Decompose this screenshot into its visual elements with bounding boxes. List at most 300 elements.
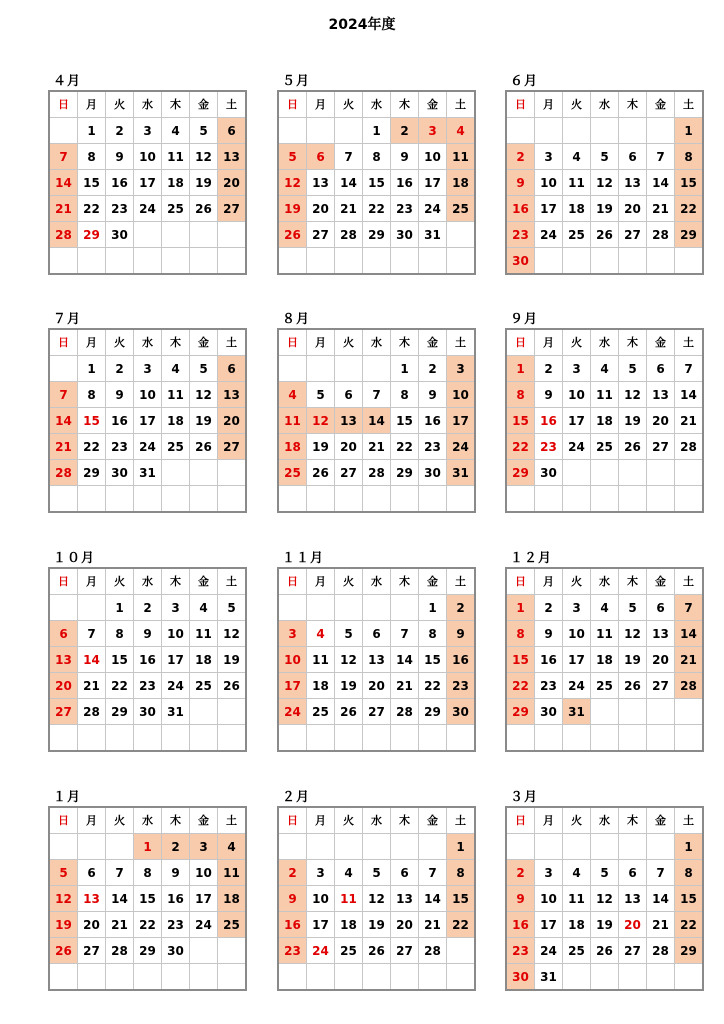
day-cell: 17 bbox=[278, 673, 307, 699]
empty-cell bbox=[78, 964, 106, 991]
day-cell: 14 bbox=[647, 886, 675, 912]
day-cell: 21 bbox=[647, 196, 675, 222]
day-cell: 3 bbox=[307, 860, 335, 886]
empty-cell bbox=[162, 964, 190, 991]
weekday-header: 日 bbox=[278, 329, 307, 356]
day-cell: 11 bbox=[307, 647, 335, 673]
weekday-header: 土 bbox=[447, 329, 476, 356]
week-row bbox=[278, 647, 475, 673]
day-cell: 14 bbox=[675, 382, 704, 408]
week-row bbox=[506, 382, 703, 408]
day-cell: 22 bbox=[134, 912, 162, 938]
day-cell: 19 bbox=[278, 196, 307, 222]
week-row bbox=[506, 699, 703, 725]
day-cell: 1 bbox=[391, 356, 419, 382]
day-cell: 24 bbox=[307, 938, 335, 964]
empty-cell bbox=[591, 725, 619, 752]
day-cell: 4 bbox=[591, 356, 619, 382]
weekday-header: 月 bbox=[535, 568, 563, 595]
day-cell: 22 bbox=[675, 196, 704, 222]
empty-cell bbox=[190, 699, 218, 725]
day-cell: 8 bbox=[506, 621, 535, 647]
day-cell: 12 bbox=[619, 382, 647, 408]
weekday-header: 火 bbox=[335, 807, 363, 834]
week-row bbox=[506, 196, 703, 222]
empty-cell bbox=[419, 834, 447, 860]
day-cell: 23 bbox=[535, 434, 563, 460]
empty-cell bbox=[49, 725, 78, 752]
day-cell: 3 bbox=[419, 118, 447, 144]
day-cell: 24 bbox=[563, 434, 591, 460]
week-row bbox=[49, 460, 246, 486]
day-cell: 12 bbox=[190, 382, 218, 408]
day-cell: 10 bbox=[535, 170, 563, 196]
empty-cell bbox=[218, 486, 247, 513]
day-cell: 26 bbox=[190, 434, 218, 460]
day-cell: 9 bbox=[535, 621, 563, 647]
day-cell: 6 bbox=[647, 356, 675, 382]
empty-cell bbox=[675, 964, 704, 991]
day-cell: 16 bbox=[278, 912, 307, 938]
weekday-header-row bbox=[49, 329, 246, 356]
day-cell: 17 bbox=[162, 647, 190, 673]
week-row bbox=[49, 699, 246, 725]
week-row bbox=[278, 408, 475, 434]
day-cell: 7 bbox=[675, 595, 704, 621]
weekday-header: 火 bbox=[335, 329, 363, 356]
weekday-header: 火 bbox=[335, 568, 363, 595]
day-cell: 11 bbox=[591, 382, 619, 408]
day-cell: 8 bbox=[675, 144, 704, 170]
empty-cell bbox=[278, 725, 307, 752]
weekday-header: 金 bbox=[419, 568, 447, 595]
month-label: ３月 bbox=[510, 790, 539, 805]
day-cell: 19 bbox=[190, 170, 218, 196]
day-cell: 21 bbox=[78, 673, 106, 699]
day-cell: 31 bbox=[447, 460, 476, 486]
day-cell: 22 bbox=[363, 196, 391, 222]
empty-cell bbox=[535, 118, 563, 144]
empty-cell bbox=[535, 725, 563, 752]
weekday-header: 木 bbox=[391, 91, 419, 118]
week-row bbox=[49, 595, 246, 621]
day-cell: 3 bbox=[190, 834, 218, 860]
day-cell: 27 bbox=[391, 938, 419, 964]
month-table bbox=[505, 806, 704, 991]
empty-cell bbox=[49, 356, 78, 382]
day-cell: 16 bbox=[106, 408, 134, 434]
empty-cell bbox=[162, 222, 190, 248]
day-cell: 9 bbox=[419, 382, 447, 408]
day-cell: 26 bbox=[591, 938, 619, 964]
day-cell: 28 bbox=[49, 222, 78, 248]
day-cell: 12 bbox=[591, 170, 619, 196]
day-cell: 1 bbox=[134, 834, 162, 860]
day-cell: 2 bbox=[134, 595, 162, 621]
week-row bbox=[49, 725, 246, 752]
week-row bbox=[278, 699, 475, 725]
day-cell: 26 bbox=[190, 196, 218, 222]
month-table bbox=[277, 90, 476, 275]
month-label: ２月 bbox=[282, 790, 311, 805]
empty-cell bbox=[190, 248, 218, 275]
day-cell: 19 bbox=[218, 647, 247, 673]
week-row bbox=[278, 382, 475, 408]
day-cell: 20 bbox=[647, 647, 675, 673]
weekday-header: 日 bbox=[278, 807, 307, 834]
month-label: ６月 bbox=[510, 74, 539, 89]
empty-cell bbox=[506, 486, 535, 513]
empty-cell bbox=[391, 486, 419, 513]
weekday-header: 月 bbox=[307, 568, 335, 595]
day-cell: 30 bbox=[535, 460, 563, 486]
week-row bbox=[49, 486, 246, 513]
day-cell: 6 bbox=[391, 860, 419, 886]
day-cell: 7 bbox=[49, 382, 78, 408]
day-cell: 25 bbox=[162, 434, 190, 460]
day-cell: 22 bbox=[506, 434, 535, 460]
empty-cell bbox=[563, 964, 591, 991]
weekday-header: 金 bbox=[190, 329, 218, 356]
month-label: ８月 bbox=[282, 312, 311, 327]
day-cell: 20 bbox=[218, 170, 247, 196]
weekday-header: 水 bbox=[591, 568, 619, 595]
day-cell: 29 bbox=[506, 699, 535, 725]
day-cell: 23 bbox=[535, 673, 563, 699]
day-cell: 22 bbox=[419, 673, 447, 699]
month-table bbox=[277, 567, 476, 752]
day-cell: 15 bbox=[675, 170, 704, 196]
day-cell: 18 bbox=[190, 647, 218, 673]
day-cell: 8 bbox=[447, 860, 476, 886]
day-cell: 31 bbox=[162, 699, 190, 725]
day-cell: 20 bbox=[647, 408, 675, 434]
day-cell: 14 bbox=[335, 170, 363, 196]
empty-cell bbox=[335, 725, 363, 752]
day-cell: 4 bbox=[591, 595, 619, 621]
day-cell: 14 bbox=[391, 647, 419, 673]
day-cell: 25 bbox=[591, 434, 619, 460]
empty-cell bbox=[162, 486, 190, 513]
day-cell: 28 bbox=[647, 938, 675, 964]
weekday-header: 火 bbox=[563, 807, 591, 834]
day-cell: 18 bbox=[307, 673, 335, 699]
day-cell: 19 bbox=[49, 912, 78, 938]
week-row bbox=[506, 356, 703, 382]
weekday-header: 月 bbox=[78, 807, 106, 834]
day-cell: 30 bbox=[134, 699, 162, 725]
day-cell: 13 bbox=[363, 647, 391, 673]
day-cell: 27 bbox=[647, 434, 675, 460]
day-cell: 15 bbox=[78, 170, 106, 196]
empty-cell bbox=[218, 699, 247, 725]
empty-cell bbox=[278, 964, 307, 991]
day-cell: 9 bbox=[535, 382, 563, 408]
day-cell: 12 bbox=[49, 886, 78, 912]
weekday-header: 月 bbox=[307, 329, 335, 356]
empty-cell bbox=[506, 834, 535, 860]
day-cell: 6 bbox=[647, 595, 675, 621]
day-cell: 27 bbox=[363, 699, 391, 725]
day-cell: 24 bbox=[190, 912, 218, 938]
day-cell: 21 bbox=[49, 196, 78, 222]
day-cell: 5 bbox=[307, 382, 335, 408]
day-cell: 15 bbox=[134, 886, 162, 912]
day-cell: 10 bbox=[190, 860, 218, 886]
week-row bbox=[49, 938, 246, 964]
day-cell: 24 bbox=[134, 196, 162, 222]
weekday-header: 土 bbox=[447, 568, 476, 595]
empty-cell bbox=[78, 725, 106, 752]
day-cell: 18 bbox=[162, 170, 190, 196]
day-cell: 6 bbox=[619, 144, 647, 170]
week-row bbox=[506, 486, 703, 513]
weekday-header: 日 bbox=[506, 91, 535, 118]
day-cell: 7 bbox=[675, 356, 704, 382]
day-cell: 29 bbox=[78, 460, 106, 486]
day-cell: 4 bbox=[162, 118, 190, 144]
empty-cell bbox=[591, 460, 619, 486]
empty-cell bbox=[106, 248, 134, 275]
day-cell: 20 bbox=[391, 912, 419, 938]
empty-cell bbox=[619, 486, 647, 513]
day-cell: 5 bbox=[591, 144, 619, 170]
weekday-header-row bbox=[49, 568, 246, 595]
day-cell: 21 bbox=[49, 434, 78, 460]
week-row bbox=[49, 673, 246, 699]
day-cell: 10 bbox=[563, 382, 591, 408]
month-label: １１月 bbox=[282, 551, 325, 566]
empty-cell bbox=[675, 248, 704, 275]
day-cell: 27 bbox=[307, 222, 335, 248]
empty-cell bbox=[563, 725, 591, 752]
empty-cell bbox=[619, 834, 647, 860]
day-cell: 10 bbox=[307, 886, 335, 912]
month-label: １２月 bbox=[510, 551, 553, 566]
weekday-header-row bbox=[49, 807, 246, 834]
day-cell: 23 bbox=[419, 434, 447, 460]
day-cell: 11 bbox=[162, 144, 190, 170]
day-cell: 5 bbox=[49, 860, 78, 886]
empty-cell bbox=[106, 834, 134, 860]
weekday-header: 日 bbox=[278, 91, 307, 118]
day-cell: 3 bbox=[278, 621, 307, 647]
day-cell: 20 bbox=[619, 912, 647, 938]
empty-cell bbox=[78, 834, 106, 860]
day-cell: 7 bbox=[49, 144, 78, 170]
weekday-header: 火 bbox=[106, 91, 134, 118]
day-cell: 31 bbox=[419, 222, 447, 248]
empty-cell bbox=[134, 725, 162, 752]
day-cell: 16 bbox=[391, 170, 419, 196]
day-cell: 19 bbox=[363, 912, 391, 938]
week-row bbox=[278, 938, 475, 964]
weekday-header-row bbox=[278, 568, 475, 595]
weekday-header: 水 bbox=[363, 568, 391, 595]
weekday-header: 日 bbox=[506, 329, 535, 356]
empty-cell bbox=[49, 964, 78, 991]
day-cell: 2 bbox=[391, 118, 419, 144]
day-cell: 4 bbox=[447, 118, 476, 144]
weekday-header: 水 bbox=[134, 807, 162, 834]
day-cell: 26 bbox=[307, 460, 335, 486]
month-table bbox=[48, 567, 247, 752]
empty-cell bbox=[307, 486, 335, 513]
day-cell: 30 bbox=[506, 248, 535, 275]
day-cell: 29 bbox=[675, 938, 704, 964]
empty-cell bbox=[591, 486, 619, 513]
day-cell: 13 bbox=[218, 382, 247, 408]
day-cell: 29 bbox=[506, 460, 535, 486]
day-cell: 1 bbox=[675, 834, 704, 860]
week-row bbox=[49, 196, 246, 222]
day-cell: 30 bbox=[106, 222, 134, 248]
day-cell: 23 bbox=[391, 196, 419, 222]
day-cell: 20 bbox=[335, 434, 363, 460]
day-cell: 5 bbox=[619, 595, 647, 621]
day-cell: 4 bbox=[307, 621, 335, 647]
day-cell: 26 bbox=[619, 673, 647, 699]
day-cell: 30 bbox=[106, 460, 134, 486]
weekday-header: 火 bbox=[106, 807, 134, 834]
day-cell: 17 bbox=[134, 408, 162, 434]
weekday-header: 日 bbox=[506, 807, 535, 834]
day-cell: 7 bbox=[391, 621, 419, 647]
day-cell: 27 bbox=[78, 938, 106, 964]
day-cell: 24 bbox=[162, 673, 190, 699]
weekday-header: 月 bbox=[535, 329, 563, 356]
day-cell: 13 bbox=[619, 886, 647, 912]
day-cell: 6 bbox=[307, 144, 335, 170]
day-cell: 12 bbox=[218, 621, 247, 647]
day-cell: 29 bbox=[134, 938, 162, 964]
weekday-header: 月 bbox=[78, 329, 106, 356]
weekday-header: 土 bbox=[447, 807, 476, 834]
day-cell: 1 bbox=[419, 595, 447, 621]
weekday-header: 土 bbox=[675, 568, 704, 595]
day-cell: 23 bbox=[162, 912, 190, 938]
day-cell: 17 bbox=[563, 647, 591, 673]
empty-cell bbox=[447, 938, 476, 964]
day-cell: 19 bbox=[619, 408, 647, 434]
day-cell: 13 bbox=[218, 144, 247, 170]
day-cell: 18 bbox=[278, 434, 307, 460]
week-row bbox=[278, 222, 475, 248]
weekday-header: 木 bbox=[162, 807, 190, 834]
weekday-header: 水 bbox=[363, 329, 391, 356]
day-cell: 9 bbox=[506, 170, 535, 196]
day-cell: 3 bbox=[447, 356, 476, 382]
day-cell: 1 bbox=[78, 356, 106, 382]
empty-cell bbox=[49, 486, 78, 513]
empty-cell bbox=[447, 725, 476, 752]
week-row bbox=[49, 860, 246, 886]
weekday-header: 日 bbox=[49, 568, 78, 595]
empty-cell bbox=[447, 222, 476, 248]
day-cell: 25 bbox=[190, 673, 218, 699]
day-cell: 29 bbox=[363, 222, 391, 248]
empty-cell bbox=[675, 486, 704, 513]
day-cell: 1 bbox=[447, 834, 476, 860]
empty-cell bbox=[647, 486, 675, 513]
empty-cell bbox=[563, 248, 591, 275]
day-cell: 9 bbox=[391, 144, 419, 170]
empty-cell bbox=[591, 964, 619, 991]
weekday-header: 水 bbox=[363, 807, 391, 834]
weekday-header: 水 bbox=[134, 329, 162, 356]
weekday-header: 木 bbox=[391, 568, 419, 595]
empty-cell bbox=[307, 964, 335, 991]
weekday-header: 火 bbox=[106, 329, 134, 356]
day-cell: 18 bbox=[563, 196, 591, 222]
day-cell: 2 bbox=[506, 144, 535, 170]
weekday-header: 土 bbox=[675, 807, 704, 834]
day-cell: 24 bbox=[535, 222, 563, 248]
day-cell: 3 bbox=[563, 356, 591, 382]
day-cell: 25 bbox=[278, 460, 307, 486]
empty-cell bbox=[363, 356, 391, 382]
month-table bbox=[48, 806, 247, 991]
weekday-header: 月 bbox=[78, 91, 106, 118]
weekday-header: 土 bbox=[675, 329, 704, 356]
day-cell: 23 bbox=[134, 673, 162, 699]
week-row bbox=[278, 964, 475, 991]
empty-cell bbox=[647, 964, 675, 991]
empty-cell bbox=[218, 938, 247, 964]
week-row bbox=[506, 725, 703, 752]
day-cell: 15 bbox=[419, 647, 447, 673]
empty-cell bbox=[647, 699, 675, 725]
day-cell: 3 bbox=[162, 595, 190, 621]
month-table bbox=[505, 90, 704, 275]
weekday-header: 土 bbox=[218, 329, 247, 356]
day-cell: 22 bbox=[506, 673, 535, 699]
day-cell: 17 bbox=[535, 196, 563, 222]
day-cell: 17 bbox=[535, 912, 563, 938]
empty-cell bbox=[391, 248, 419, 275]
empty-cell bbox=[106, 486, 134, 513]
weekday-header: 木 bbox=[391, 329, 419, 356]
day-cell: 11 bbox=[278, 408, 307, 434]
day-cell: 5 bbox=[363, 860, 391, 886]
day-cell: 13 bbox=[391, 886, 419, 912]
week-row bbox=[278, 621, 475, 647]
empty-cell bbox=[335, 486, 363, 513]
day-cell: 23 bbox=[447, 673, 476, 699]
day-cell: 28 bbox=[363, 460, 391, 486]
day-cell: 20 bbox=[78, 912, 106, 938]
empty-cell bbox=[134, 964, 162, 991]
empty-cell bbox=[335, 595, 363, 621]
empty-cell bbox=[419, 725, 447, 752]
month-label: ５月 bbox=[282, 74, 311, 89]
week-row bbox=[506, 647, 703, 673]
empty-cell bbox=[78, 486, 106, 513]
day-cell: 4 bbox=[563, 860, 591, 886]
day-cell: 16 bbox=[535, 647, 563, 673]
week-row bbox=[49, 170, 246, 196]
day-cell: 31 bbox=[535, 964, 563, 991]
day-cell: 4 bbox=[335, 860, 363, 886]
weekday-header: 木 bbox=[391, 807, 419, 834]
day-cell: 9 bbox=[134, 621, 162, 647]
empty-cell bbox=[675, 725, 704, 752]
day-cell: 20 bbox=[619, 196, 647, 222]
day-cell: 8 bbox=[78, 144, 106, 170]
day-cell: 10 bbox=[162, 621, 190, 647]
empty-cell bbox=[307, 595, 335, 621]
week-row bbox=[49, 647, 246, 673]
